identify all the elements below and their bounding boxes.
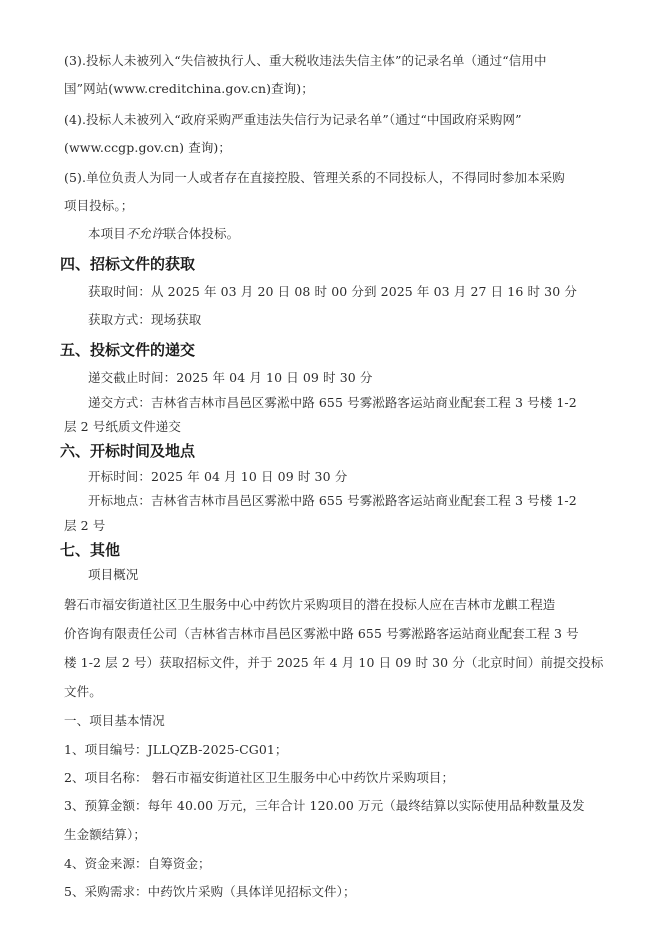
budget-line2: 生金额结算）； <box>64 827 146 842</box>
item5-line2: 项目投标。； <box>64 198 134 213</box>
opening-time: 开标时间：2025 年 04 月 10 日 09 时 30 分 <box>88 469 348 484</box>
acquire-method: 获取方式：现场获取 <box>88 312 202 327</box>
item3-line1: (3).投标人未被列入“失信被执行人、重大税收违法失信主体”的记录名单（通过“信用中 <box>64 53 547 68</box>
submit-method-line2: 层 2 号纸质文件递交 <box>64 419 181 434</box>
overview-title: 项目概况 <box>88 567 139 582</box>
section7-heading: 七、其他 <box>60 541 121 559</box>
fund-source: 4、资金来源：自筹资金； <box>64 856 211 871</box>
item4-line1: (4).投标人未被列入“政府采购严重违法失信行为记录名单”（通过“中国政府采购网” <box>64 112 522 127</box>
consortium-statement <box>88 226 239 242</box>
consortium-emphasis: 不允许 <box>125 226 164 241</box>
opening-place-line2: 层 2 号 <box>64 518 106 533</box>
acquire-time: 获取时间：从 2025 年 03 月 20 日 08 时 00 分到 2025 年 03 月 27 日 16 时 30 分 <box>88 284 577 299</box>
overview-line2: 价咨询有限责任公司（吉林省吉林市昌邑区雾淞中路 655 号雾淞路客运站商业配套工程 3 号 <box>64 626 579 641</box>
submit-deadline: 递交截止时间：2025 年 04 月 10 日 09 时 30 分 <box>88 370 373 385</box>
consortium-suffix: 联合体投标。 <box>163 226 240 241</box>
item5-line1: (5).单位负责人为同一人或者存在直接控股、管理关系的不同投标人，不得同时参加本采购 <box>64 170 565 185</box>
section4-heading: 四、招标文件的获取 <box>60 255 196 273</box>
basic-info-title: 一、项目基本情况 <box>64 713 165 728</box>
consortium-prefix: 本项目 <box>88 226 126 241</box>
budget-line1: 3、预算金额：每年 40.00 万元，三年合计 120.00 万元（最终结算以实际使用品种数量及发 <box>64 798 585 813</box>
overview-line4: 文件。 <box>64 684 102 699</box>
section6-heading: 六、开标时间及地点 <box>60 442 196 460</box>
opening-place-line1: 开标地点：吉林省吉林市昌邑区雾淞中路 655 号雾淞路客运站商业配套工程 3 号楼 1-2 <box>88 493 577 508</box>
procurement-demand: 5、采购需求：中药饮片采购（具体详见招标文件）； <box>64 884 356 899</box>
project-name: 2、项目名称： 磐石市福安街道社区卫生服务中心中药饮片采购项目； <box>64 770 455 785</box>
overview-line3: 楼 1-2 层 2 号）获取招标文件，并于 2025 年 4 月 10 日 09 时 30 分（北京时间）前提交投标 <box>64 655 604 670</box>
item4-line2: (www.ccgp.gov.cn) 查询)； <box>64 140 232 155</box>
overview-line1: 磐石市福安街道社区卫生服务中心中药饮片采购项目的潜在投标人应在吉林市龙麒工程造 <box>64 597 556 612</box>
submit-method-line1: 递交方式：吉林省吉林市昌邑区雾淞中路 655 号雾淞路客运站商业配套工程 3 号楼 1-2 <box>88 395 577 410</box>
project-number: 1、项目编号：JLLQZB-2025-CG01； <box>64 742 288 757</box>
item3-line2: 国”网站(www.creditchina.gov.cn)查询)； <box>64 81 314 96</box>
section5-heading: 五、投标文件的递交 <box>60 341 196 359</box>
